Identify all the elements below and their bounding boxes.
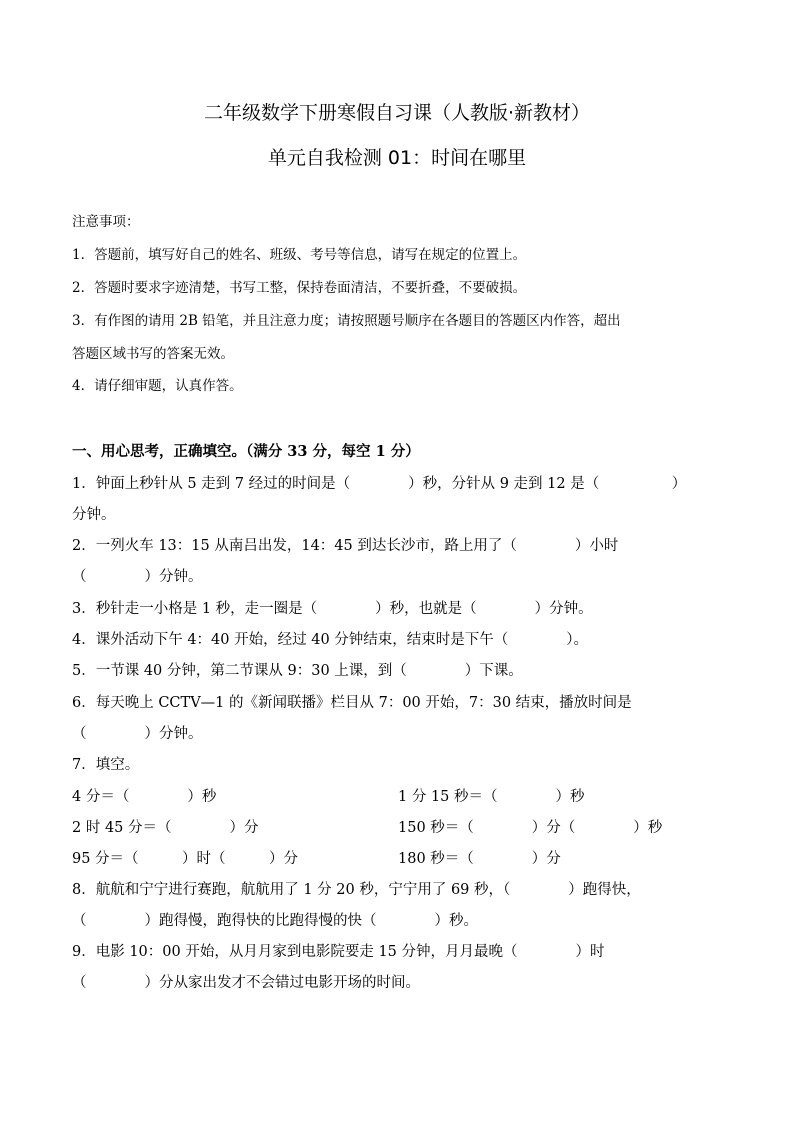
question-6-cont: （ ）分钟。 xyxy=(72,726,203,742)
q7-row3-right: 180 秒＝（ ）分 xyxy=(398,851,561,867)
note-item-3-cont: 答题区域书写的答案无效。 xyxy=(72,346,234,362)
note-item-4: 4．请仔细审题，认真作答。 xyxy=(72,378,243,394)
question-9-cont: （ ）分从家出发才不会错过电影开场的时间。 xyxy=(72,975,420,991)
question-1: 1．钟面上秒针从 5 走到 7 经过的时间是（ ）秒，分针从 9 走到 12 是（ ） xyxy=(72,476,687,492)
page-title: 二年级数学下册寒假自习课（人教版·新教材） xyxy=(203,102,591,124)
question-8-cont: （ ）跑得慢，跑得快的比跑得慢的快（ ）秒。 xyxy=(72,913,478,929)
question-2-cont: （ ）分钟。 xyxy=(72,569,203,585)
note-item-2: 2．答题时要求字迹清楚，书写工整，保持卷面清洁，不要折叠，不要破损。 xyxy=(72,280,527,296)
question-8: 8．航航和宁宁进行赛跑，航航用了 1 分 20 秒，宁宁用了 69 秒，（ ）跑得快， xyxy=(72,882,641,898)
question-5: 5．一节课 40 分钟，第二节课从 9：30 上课，到（ ）下课。 xyxy=(72,663,523,679)
question-3: 3．秒针走一小格是 1 秒，走一圈是（ ）秒，也就是（ ）分钟。 xyxy=(72,601,593,617)
note-item-1: 1．答题前，填写好自己的姓名、班级、考号等信息，请写在规定的位置上。 xyxy=(72,247,527,263)
question-7: 7．填空。 xyxy=(72,757,140,773)
question-6: 6．每天晚上 CCTV—1 的《新闻联播》栏目从 7：00 开始，7：30 结束，播放时间是 xyxy=(72,695,632,711)
question-4: 4．课外活动下午 4：40 开始，经过 40 分钟结束，结束时是下午（ ）。 xyxy=(72,632,589,648)
question-9: 9．电影 10：00 开始，从月月家到电影院要走 15 分钟，月月最晚（ ）时 xyxy=(72,944,605,960)
page-subtitle: 单元自我检测 01：时间在哪里 xyxy=(267,147,527,169)
q7-row2-right: 150 秒＝（ ）分（ ）秒 xyxy=(398,820,663,836)
q7-row3-left: 95 分＝（ ）时（ ）分 xyxy=(72,851,299,867)
q7-row2-left: 2 时 45 分＝（ ）分 xyxy=(72,820,259,836)
note-item-3: 3．有作图的请用 2B 铅笔，并且注意力度；请按照题号顺序在各题目的答题区内作答，超出 xyxy=(72,313,621,329)
section-heading: 一、用心思考，正确填空。（满分 33 分，每空 1 分） xyxy=(72,443,420,460)
notes-heading: 注意事项： xyxy=(72,214,140,230)
q7-row1-right: 1 分 15 秒＝（ ）秒 xyxy=(398,789,585,805)
question-2: 2．一列火车 13：15 从南吕出发，14：45 到达长沙市，路上用了（ ）小时 xyxy=(72,538,619,554)
q7-row1-left: 4 分＝（ ）秒 xyxy=(72,789,217,805)
question-1-cont: 分钟。 xyxy=(72,507,116,523)
